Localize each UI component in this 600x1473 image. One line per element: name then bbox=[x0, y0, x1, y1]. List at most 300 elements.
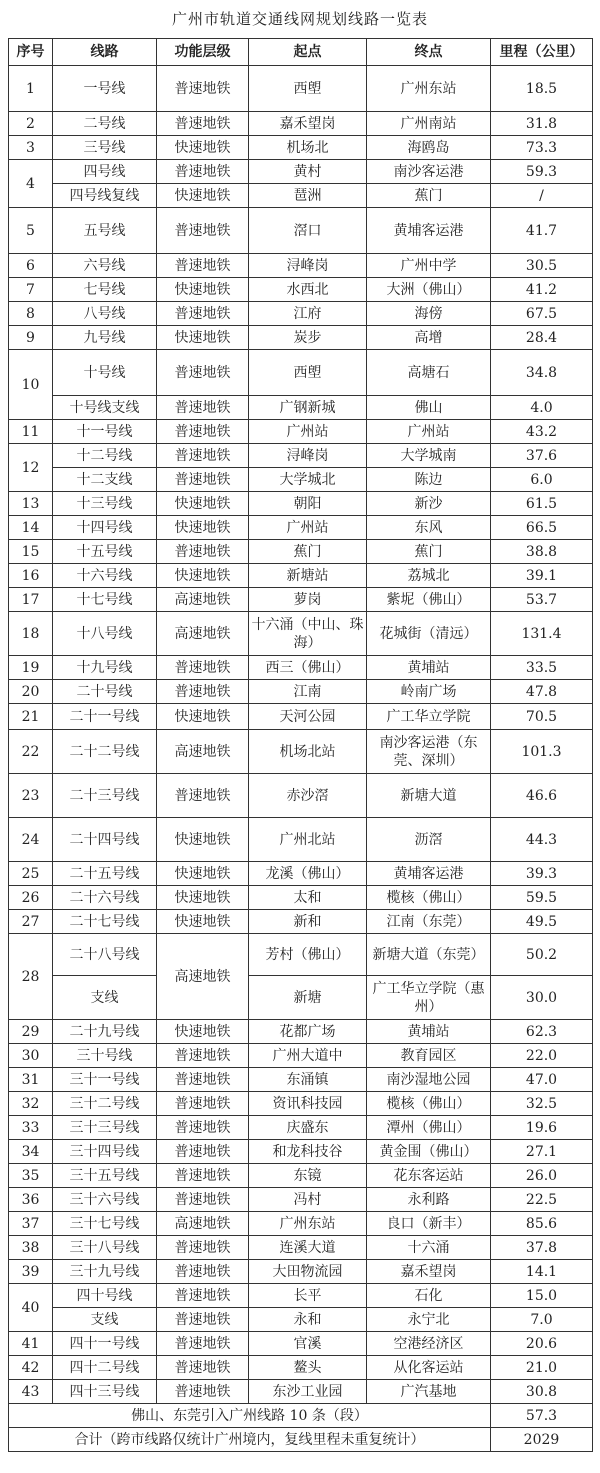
cell-start: 赤沙滘 bbox=[249, 774, 367, 818]
cell-km: 4.0 bbox=[491, 396, 593, 420]
cell-km: 21.0 bbox=[491, 1356, 593, 1380]
cell-km: 38.8 bbox=[491, 540, 593, 564]
cell-level: 快速地铁 bbox=[157, 704, 249, 730]
cell-seq: 25 bbox=[9, 862, 53, 886]
cell-km: 46.6 bbox=[491, 774, 593, 818]
cell-line: 三十六号线 bbox=[53, 1188, 157, 1212]
cell-line: 四十二号线 bbox=[53, 1356, 157, 1380]
cell-start: 广州东站 bbox=[249, 1212, 367, 1236]
table-row bbox=[9, 1260, 593, 1284]
cell-seq: 31 bbox=[9, 1068, 53, 1092]
cell-km: 15.0 bbox=[491, 1284, 593, 1308]
cell-start: 炭步 bbox=[249, 326, 367, 350]
cell-seq: 8 bbox=[9, 302, 53, 326]
table-row bbox=[9, 1068, 593, 1092]
cell-line: 三十三号线 bbox=[53, 1116, 157, 1140]
table-row bbox=[9, 1188, 593, 1212]
cell-start: 广州站 bbox=[249, 420, 367, 444]
cell-level: 普速地铁 bbox=[157, 1260, 249, 1284]
cell-level: 普速地铁 bbox=[157, 254, 249, 278]
cell-seq: 22 bbox=[9, 730, 53, 774]
cell-seq: 5 bbox=[9, 208, 53, 254]
cell-start: 芳村（佛山） bbox=[249, 934, 367, 976]
cell-km: 20.6 bbox=[491, 1332, 593, 1356]
cell-km: 131.4 bbox=[491, 612, 593, 656]
cell-level: 普速地铁 bbox=[157, 1068, 249, 1092]
cell-line: 二十三号线 bbox=[53, 774, 157, 818]
cell-end: 江南（东莞） bbox=[367, 910, 491, 934]
cell-start: 天河公园 bbox=[249, 704, 367, 730]
cell-level: 高速地铁 bbox=[157, 934, 249, 1020]
cell-km: 53.7 bbox=[491, 588, 593, 612]
table-row bbox=[9, 516, 593, 540]
cell-level: 普速地铁 bbox=[157, 302, 249, 326]
cell-km: 70.5 bbox=[491, 704, 593, 730]
cell-level: 普速地铁 bbox=[157, 1236, 249, 1260]
cell-km: 22.0 bbox=[491, 1044, 593, 1068]
cell-end: 东风 bbox=[367, 516, 491, 540]
cell-end: 南沙客运港（东莞、深圳） bbox=[367, 730, 491, 774]
table-row bbox=[9, 680, 593, 704]
table-title: 广州市轨道交通线网规划线路一览表 bbox=[171, 10, 428, 28]
cell-end: 榄核（佛山） bbox=[367, 1092, 491, 1116]
header-seq: 序号 bbox=[9, 39, 53, 66]
cell-level: 快速地铁 bbox=[157, 136, 249, 160]
table-row bbox=[9, 886, 593, 910]
cell-level: 普速地铁 bbox=[157, 208, 249, 254]
cell-km: 49.5 bbox=[491, 910, 593, 934]
cell-level: 普速地铁 bbox=[157, 1356, 249, 1380]
table-row bbox=[9, 1092, 593, 1116]
cell-start: 萝岗 bbox=[249, 588, 367, 612]
cell-end: 南沙客运港 bbox=[367, 160, 491, 184]
cell-line: 三十九号线 bbox=[53, 1260, 157, 1284]
table-row bbox=[9, 1044, 593, 1068]
cell-level: 普速地铁 bbox=[157, 1308, 249, 1332]
cell-line: 二十二号线 bbox=[53, 730, 157, 774]
cell-seq: 7 bbox=[9, 278, 53, 302]
cell-seq: 34 bbox=[9, 1140, 53, 1164]
cell-start: 冯村 bbox=[249, 1188, 367, 1212]
cell-line: 九号线 bbox=[53, 326, 157, 350]
table-row bbox=[9, 492, 593, 516]
cell-start: 机场北站 bbox=[249, 730, 367, 774]
cell-start: 太和 bbox=[249, 886, 367, 910]
cell-seq: 17 bbox=[9, 588, 53, 612]
header-line: 线路 bbox=[53, 39, 157, 66]
cell-km: 59.3 bbox=[491, 160, 593, 184]
cell-end: 蕉门 bbox=[367, 540, 491, 564]
cell-line: 四号线 bbox=[53, 160, 157, 184]
table-row bbox=[9, 1380, 593, 1404]
table-row bbox=[9, 1020, 593, 1044]
cell-level: 高速地铁 bbox=[157, 730, 249, 774]
cell-seq: 39 bbox=[9, 1260, 53, 1284]
table-row bbox=[9, 326, 593, 350]
cell-level: 快速地铁 bbox=[157, 564, 249, 588]
cell-line: 十二支线 bbox=[53, 468, 157, 492]
cell-start: 浔峰岗 bbox=[249, 444, 367, 468]
cell-level: 普速地铁 bbox=[157, 66, 249, 112]
cell-start: 琶洲 bbox=[249, 184, 367, 208]
table-row bbox=[9, 862, 593, 886]
cell-start: 新塘站 bbox=[249, 564, 367, 588]
cell-seq: 27 bbox=[9, 910, 53, 934]
table-row bbox=[9, 1356, 593, 1380]
cell-end: 广州东站 bbox=[367, 66, 491, 112]
cell-end: 石化 bbox=[367, 1284, 491, 1308]
cell-start: 资讯科技园 bbox=[249, 1092, 367, 1116]
cell-seq: 20 bbox=[9, 680, 53, 704]
cell-line: 十一号线 bbox=[53, 420, 157, 444]
cell-end: 海傍 bbox=[367, 302, 491, 326]
cell-start: 新塘 bbox=[249, 976, 367, 1020]
cell-end: 紫坭（佛山） bbox=[367, 588, 491, 612]
cell-end: 广州中学 bbox=[367, 254, 491, 278]
cell-km: 30.5 bbox=[491, 254, 593, 278]
cell-seq: 38 bbox=[9, 1236, 53, 1260]
cell-line: 十号线 bbox=[53, 350, 157, 396]
cell-seq: 29 bbox=[9, 1020, 53, 1044]
table-row bbox=[9, 1164, 593, 1188]
cell-start: 西塱 bbox=[249, 66, 367, 112]
table-row bbox=[9, 910, 593, 934]
table-row bbox=[9, 254, 593, 278]
cell-start: 鳌头 bbox=[249, 1356, 367, 1380]
cell-seq: 32 bbox=[9, 1092, 53, 1116]
cell-start: 连溪大道 bbox=[249, 1236, 367, 1260]
summary-label: 佛山、东莞引入广州线路 10 条（段） bbox=[9, 1404, 491, 1428]
cell-seq: 18 bbox=[9, 612, 53, 656]
cell-end: 陈边 bbox=[367, 468, 491, 492]
cell-end: 南沙湿地公园 bbox=[367, 1068, 491, 1092]
cell-line: 三十四号线 bbox=[53, 1140, 157, 1164]
table-row bbox=[9, 656, 593, 680]
cell-km: 47.0 bbox=[491, 1068, 593, 1092]
cell-km: 73.3 bbox=[491, 136, 593, 160]
cell-km: 43.2 bbox=[491, 420, 593, 444]
cell-level: 普速地铁 bbox=[157, 350, 249, 396]
header-km: 里程（公里） bbox=[491, 39, 593, 66]
cell-km: 22.5 bbox=[491, 1188, 593, 1212]
cell-line: 一号线 bbox=[53, 66, 157, 112]
cell-line: 三十二号线 bbox=[53, 1092, 157, 1116]
cell-line: 四十三号线 bbox=[53, 1380, 157, 1404]
cell-seq: 12 bbox=[9, 444, 53, 492]
cell-seq: 19 bbox=[9, 656, 53, 680]
cell-end: 广工华立学院 bbox=[367, 704, 491, 730]
cell-start: 蕉门 bbox=[249, 540, 367, 564]
cell-level: 普速地铁 bbox=[157, 540, 249, 564]
header-row bbox=[9, 39, 593, 66]
cell-end: 广工华立学院（惠州） bbox=[367, 976, 491, 1020]
cell-seq: 9 bbox=[9, 326, 53, 350]
cell-seq: 36 bbox=[9, 1188, 53, 1212]
cell-level: 快速地铁 bbox=[157, 910, 249, 934]
cell-start: 庆盛东 bbox=[249, 1116, 367, 1140]
cell-seq: 14 bbox=[9, 516, 53, 540]
cell-km: 34.8 bbox=[491, 350, 593, 396]
table-row bbox=[9, 704, 593, 730]
cell-km: 33.5 bbox=[491, 656, 593, 680]
cell-km: 27.1 bbox=[491, 1140, 593, 1164]
cell-km: 41.2 bbox=[491, 278, 593, 302]
cell-end: 广州南站 bbox=[367, 112, 491, 136]
cell-line: 十八号线 bbox=[53, 612, 157, 656]
cell-end: 空港经济区 bbox=[367, 1332, 491, 1356]
cell-line: 四十一号线 bbox=[53, 1332, 157, 1356]
cell-level: 快速地铁 bbox=[157, 492, 249, 516]
cell-seq: 16 bbox=[9, 564, 53, 588]
table-row bbox=[9, 976, 593, 1020]
cell-seq: 24 bbox=[9, 818, 53, 862]
table-row bbox=[9, 1212, 593, 1236]
cell-start: 新和 bbox=[249, 910, 367, 934]
cell-end: 荔城北 bbox=[367, 564, 491, 588]
cell-seq: 30 bbox=[9, 1044, 53, 1068]
cell-seq: 26 bbox=[9, 886, 53, 910]
cell-end: 大学城南 bbox=[367, 444, 491, 468]
cell-end: 嘉禾望岗 bbox=[367, 1260, 491, 1284]
cell-seq: 2 bbox=[9, 112, 53, 136]
cell-line: 三十八号线 bbox=[53, 1236, 157, 1260]
summary-row bbox=[9, 1428, 593, 1452]
cell-end: 沥滘 bbox=[367, 818, 491, 862]
table-row bbox=[9, 66, 593, 112]
cell-end: 蕉门 bbox=[367, 184, 491, 208]
cell-end: 榄核（佛山） bbox=[367, 886, 491, 910]
cell-km: 26.0 bbox=[491, 1164, 593, 1188]
cell-line: 四号线复线 bbox=[53, 184, 157, 208]
cell-seq: 11 bbox=[9, 420, 53, 444]
cell-level: 高速地铁 bbox=[157, 1212, 249, 1236]
cell-start: 和龙科技谷 bbox=[249, 1140, 367, 1164]
cell-line: 三十一号线 bbox=[53, 1068, 157, 1092]
cell-line: 二十八号线 bbox=[53, 934, 157, 976]
cell-km: 37.8 bbox=[491, 1236, 593, 1260]
cell-start: 水西北 bbox=[249, 278, 367, 302]
cell-level: 普速地铁 bbox=[157, 1140, 249, 1164]
cell-km: 14.1 bbox=[491, 1260, 593, 1284]
cell-line: 二号线 bbox=[53, 112, 157, 136]
cell-line: 十三号线 bbox=[53, 492, 157, 516]
table-row bbox=[9, 208, 593, 254]
cell-start: 西塱 bbox=[249, 350, 367, 396]
cell-km: 37.6 bbox=[491, 444, 593, 468]
cell-seq: 15 bbox=[9, 540, 53, 564]
table-row bbox=[9, 1284, 593, 1308]
cell-line: 四十号线 bbox=[53, 1284, 157, 1308]
table-row bbox=[9, 420, 593, 444]
cell-start: 江南 bbox=[249, 680, 367, 704]
cell-end: 新塘大道 bbox=[367, 774, 491, 818]
cell-line: 五号线 bbox=[53, 208, 157, 254]
cell-level: 快速地铁 bbox=[157, 516, 249, 540]
table-row bbox=[9, 934, 593, 976]
table-row bbox=[9, 302, 593, 326]
cell-level: 普速地铁 bbox=[157, 774, 249, 818]
cell-start: 十六涌（中山、珠海） bbox=[249, 612, 367, 656]
cell-start: 广州北站 bbox=[249, 818, 367, 862]
cell-end: 黄埔站 bbox=[367, 1020, 491, 1044]
cell-km: 39.3 bbox=[491, 862, 593, 886]
cell-seq: 28 bbox=[9, 934, 53, 1020]
cell-start: 大田物流园 bbox=[249, 1260, 367, 1284]
cell-line: 二十七号线 bbox=[53, 910, 157, 934]
cell-km: 19.6 bbox=[491, 1116, 593, 1140]
table-row bbox=[9, 588, 593, 612]
cell-level: 普速地铁 bbox=[157, 1164, 249, 1188]
cell-line: 三十号线 bbox=[53, 1044, 157, 1068]
cell-seq: 6 bbox=[9, 254, 53, 278]
cell-start: 黄村 bbox=[249, 160, 367, 184]
summary-row bbox=[9, 1404, 593, 1428]
cell-seq: 40 bbox=[9, 1284, 53, 1332]
table-row bbox=[9, 278, 593, 302]
cell-level: 快速地铁 bbox=[157, 886, 249, 910]
table-row bbox=[9, 1308, 593, 1332]
cell-line: 二十九号线 bbox=[53, 1020, 157, 1044]
cell-level: 普速地铁 bbox=[157, 420, 249, 444]
cell-end: 黄金围（佛山） bbox=[367, 1140, 491, 1164]
cell-end: 良口（新丰） bbox=[367, 1212, 491, 1236]
cell-km: 18.5 bbox=[491, 66, 593, 112]
table-row bbox=[9, 612, 593, 656]
table-row bbox=[9, 774, 593, 818]
cell-line: 三号线 bbox=[53, 136, 157, 160]
cell-line: 支线 bbox=[53, 1308, 157, 1332]
table-row bbox=[9, 444, 593, 468]
cell-start: 花都广场 bbox=[249, 1020, 367, 1044]
cell-line: 二十号线 bbox=[53, 680, 157, 704]
cell-end: 广州站 bbox=[367, 420, 491, 444]
cell-seq: 43 bbox=[9, 1380, 53, 1404]
cell-seq: 42 bbox=[9, 1356, 53, 1380]
cell-end: 高增 bbox=[367, 326, 491, 350]
cell-start: 长平 bbox=[249, 1284, 367, 1308]
cell-level: 普速地铁 bbox=[157, 1092, 249, 1116]
cell-line: 二十五号线 bbox=[53, 862, 157, 886]
table-row bbox=[9, 1236, 593, 1260]
cell-level: 快速地铁 bbox=[157, 818, 249, 862]
cell-km: 61.5 bbox=[491, 492, 593, 516]
cell-end: 高塘石 bbox=[367, 350, 491, 396]
cell-km: 31.8 bbox=[491, 112, 593, 136]
cell-level: 快速地铁 bbox=[157, 326, 249, 350]
route-table bbox=[8, 38, 593, 1452]
cell-start: 西三（佛山） bbox=[249, 656, 367, 680]
cell-start: 东沙工业园 bbox=[249, 1380, 367, 1404]
cell-level: 普速地铁 bbox=[157, 656, 249, 680]
table-row bbox=[9, 160, 593, 184]
cell-km: / bbox=[491, 184, 593, 208]
cell-start: 朝阳 bbox=[249, 492, 367, 516]
cell-start: 嘉禾望岗 bbox=[249, 112, 367, 136]
cell-end: 从化客运站 bbox=[367, 1356, 491, 1380]
cell-end: 教育园区 bbox=[367, 1044, 491, 1068]
cell-end: 海鸥岛 bbox=[367, 136, 491, 160]
table-row bbox=[9, 136, 593, 160]
cell-level: 普速地铁 bbox=[157, 1380, 249, 1404]
table-row bbox=[9, 730, 593, 774]
summary-label: 合计（跨市线路仅统计广州境内，复线里程未重复统计） bbox=[9, 1428, 491, 1452]
cell-start: 东镜 bbox=[249, 1164, 367, 1188]
cell-start: 东涌镇 bbox=[249, 1068, 367, 1092]
cell-line: 支线 bbox=[53, 976, 157, 1020]
cell-line: 七号线 bbox=[53, 278, 157, 302]
cell-seq: 35 bbox=[9, 1164, 53, 1188]
cell-start: 机场北 bbox=[249, 136, 367, 160]
cell-level: 快速地铁 bbox=[157, 278, 249, 302]
table-row bbox=[9, 468, 593, 492]
cell-level: 普速地铁 bbox=[157, 1188, 249, 1212]
cell-level: 高速地铁 bbox=[157, 612, 249, 656]
cell-end: 新塘大道（东莞） bbox=[367, 934, 491, 976]
cell-level: 普速地铁 bbox=[157, 396, 249, 420]
table-row bbox=[9, 540, 593, 564]
cell-line: 十五号线 bbox=[53, 540, 157, 564]
cell-seq: 23 bbox=[9, 774, 53, 818]
cell-seq: 21 bbox=[9, 704, 53, 730]
cell-line: 六号线 bbox=[53, 254, 157, 278]
cell-level: 普速地铁 bbox=[157, 468, 249, 492]
cell-line: 十二号线 bbox=[53, 444, 157, 468]
cell-km: 28.4 bbox=[491, 326, 593, 350]
table-row bbox=[9, 1140, 593, 1164]
cell-level: 普速地铁 bbox=[157, 1116, 249, 1140]
header-level: 功能层级 bbox=[157, 39, 249, 66]
cell-km: 59.5 bbox=[491, 886, 593, 910]
cell-level: 普速地铁 bbox=[157, 680, 249, 704]
cell-km: 32.5 bbox=[491, 1092, 593, 1116]
cell-line: 十四号线 bbox=[53, 516, 157, 540]
table-row bbox=[9, 184, 593, 208]
cell-km: 41.7 bbox=[491, 208, 593, 254]
cell-km: 30.0 bbox=[491, 976, 593, 1020]
cell-level: 普速地铁 bbox=[157, 160, 249, 184]
cell-km: 47.8 bbox=[491, 680, 593, 704]
header-start: 起点 bbox=[249, 39, 367, 66]
cell-seq: 13 bbox=[9, 492, 53, 516]
header-end: 终点 bbox=[367, 39, 491, 66]
cell-seq: 3 bbox=[9, 136, 53, 160]
cell-end: 广汽基地 bbox=[367, 1380, 491, 1404]
cell-start: 广州大道中 bbox=[249, 1044, 367, 1068]
cell-end: 花东客运站 bbox=[367, 1164, 491, 1188]
cell-line: 三十五号线 bbox=[53, 1164, 157, 1188]
cell-start: 永和 bbox=[249, 1308, 367, 1332]
cell-line: 十九号线 bbox=[53, 656, 157, 680]
cell-line: 十七号线 bbox=[53, 588, 157, 612]
cell-km: 44.3 bbox=[491, 818, 593, 862]
cell-start: 江府 bbox=[249, 302, 367, 326]
cell-end: 岭南广场 bbox=[367, 680, 491, 704]
table-row bbox=[9, 1116, 593, 1140]
cell-start: 龙溪（佛山） bbox=[249, 862, 367, 886]
cell-level: 普速地铁 bbox=[157, 1284, 249, 1308]
table-row bbox=[9, 564, 593, 588]
cell-start: 浔峰岗 bbox=[249, 254, 367, 278]
cell-end: 黄埔客运港 bbox=[367, 208, 491, 254]
cell-km: 85.6 bbox=[491, 1212, 593, 1236]
cell-level: 快速地铁 bbox=[157, 184, 249, 208]
cell-line: 二十六号线 bbox=[53, 886, 157, 910]
cell-level: 普速地铁 bbox=[157, 1044, 249, 1068]
cell-end: 黄埔站 bbox=[367, 656, 491, 680]
table-row bbox=[9, 112, 593, 136]
cell-km: 30.8 bbox=[491, 1380, 593, 1404]
cell-km: 7.0 bbox=[491, 1308, 593, 1332]
